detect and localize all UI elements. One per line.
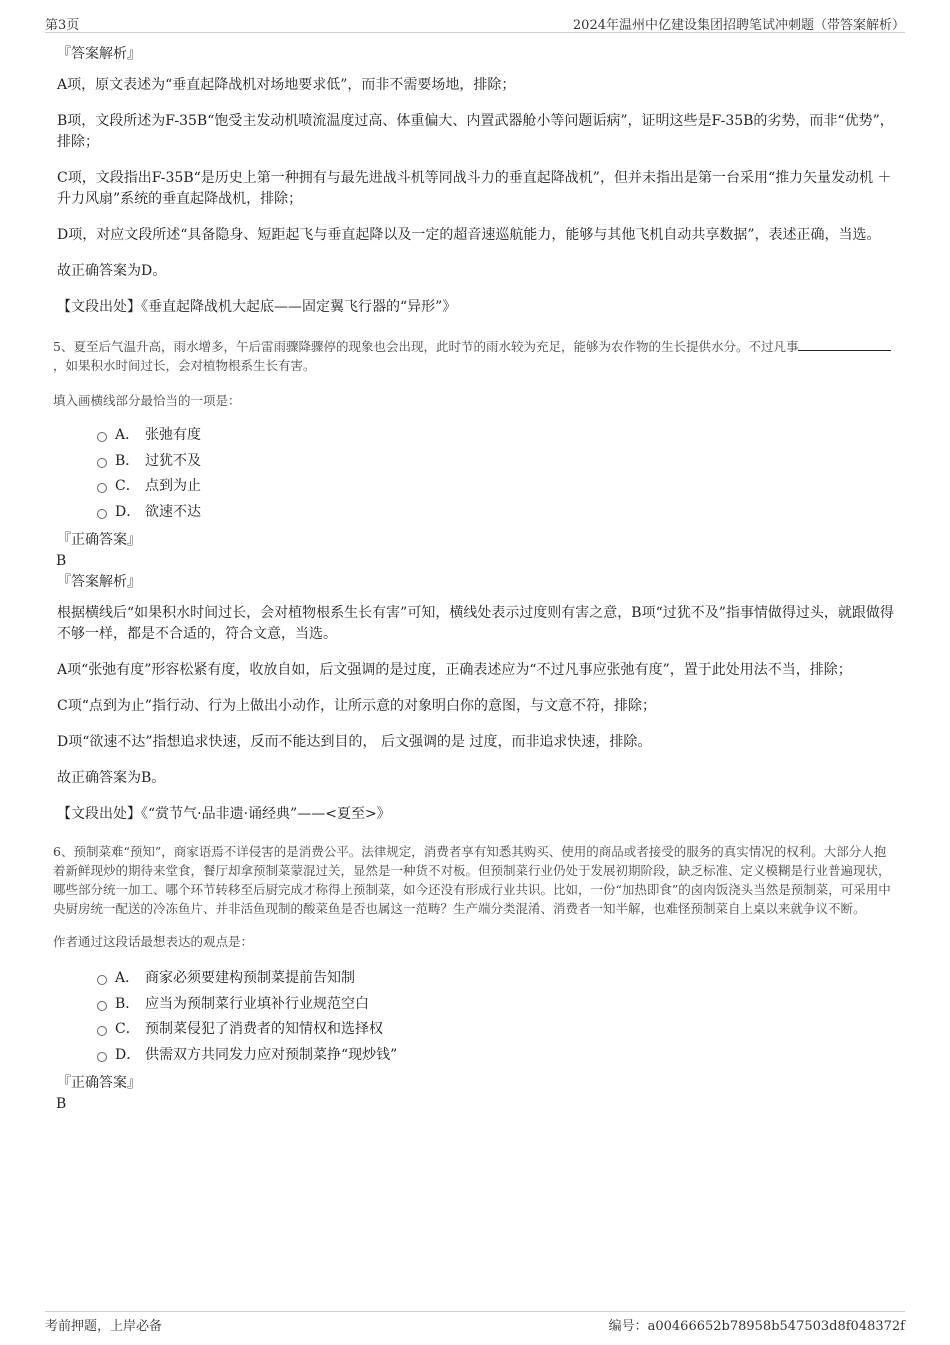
radio-button-icon[interactable] (97, 1052, 107, 1062)
analysis-paragraph: 根据横线后“如果积水时间过长，会对植物根系生长有害”可知，横线处表示过度则有害之意，B项“过犹不及”指事情做得过头，就跟做得不够一样，都是不合适的，符合文意，当选。 (57, 605, 894, 642)
question-stem: 6、预制菜难“预知”，商家语焉不详侵害的是消费公平。法律规定，消费者享有知悉其购买、使用的商品或者接受的服务的真实情况的权利。大部分人抱着新鲜现炒的期待来堂食，餐厅却拿预制菜蒙混过关，显然是一种货不对板。但预制菜行业仍处于发展初期阶段，缺乏标准、定义模糊是行业普遍现状，哪些部分统一加工、哪个环节转移至后厨完成才称得上预制菜，如今还没有形成行业共识。比如，一份“加热即食”的卤肉饭浇头当然是预制菜，可采用中央厨房统一配送的冷冻鱼片、并非活鱼现制的酸菜鱼是否也属这一范畴？生产端分类混淆、消费者一知半解，也难怪预制菜自上桌以来就争议不断。 (53, 844, 891, 916)
analysis-paragraph: D项“欲速不达”指想追求快速，反而不能达到目的， 后文强调的是 过度，而非追求快速，排除。 (57, 734, 652, 750)
page-footer (45, 1311, 905, 1334)
radio-button-icon[interactable] (97, 975, 107, 985)
correct-answer-heading: 『正确答案』 (57, 532, 141, 548)
page-number: 第3页 (45, 18, 80, 33)
document-id: 编号：a00466652b78958b547503d8f048372f (608, 1319, 905, 1334)
analysis-paragraph: D项，对应文段所述“具备隐身、短距起飞与垂直起降以及一定的超音速巡航能力，能够与其他飞机自动共享数据”，表述正确，当选。 (57, 227, 881, 243)
option-d[interactable]: D． 供需双方共同发力应对预制菜挣“现炒钱” (57, 1043, 897, 1069)
option-c[interactable]: C． 点到为止 (57, 474, 897, 500)
option-a[interactable]: A． 商家必须要建构预制菜提前告知制 (57, 966, 897, 992)
question-stem: 5、夏至后气温升高，雨水增多，午后雷雨骤降骤停的现象也会出现，此时节的雨水较为充足，能够为农作物的生长提供水分。不过凡事，如果积水时间过长，会对植物根系生长有害。 (53, 337, 897, 375)
question-prompt: 填入画横线部分最恰当的一项是： (53, 393, 241, 408)
radio-button-icon[interactable] (97, 458, 107, 468)
page-header (45, 14, 905, 33)
option-d[interactable]: D． 欲速不达 (57, 500, 897, 526)
radio-button-icon[interactable] (97, 483, 107, 493)
radio-button-icon[interactable] (97, 1001, 107, 1011)
analysis-paragraph: 故正确答案为D。 (57, 263, 167, 279)
option-b[interactable]: B． 过犹不及 (57, 449, 897, 475)
analysis-paragraph: B项，文段所述为F-35B“饱受主发动机喷流温度过高、体重偏大、内置武器舱小等问题诟病”，证明这些是F-35B的劣势，而非“优势”，排除； (57, 113, 894, 150)
radio-button-icon[interactable] (97, 509, 107, 519)
footer-slogan: 考前押题，上岸必备 (45, 1319, 163, 1334)
source-citation: 【文段出处】《垂直起降战机大起底——固定翼飞行器的“异形”》 (57, 299, 457, 315)
analysis-heading: 『答案解析』 (57, 46, 141, 62)
correct-answer-heading: 『正确答案』 (57, 1075, 141, 1091)
answer-blank (798, 338, 891, 351)
option-a[interactable]: A． 张弛有度 (57, 423, 897, 449)
analysis-paragraph: A项“张弛有度”形容松紧有度，收放自如，后文强调的是过度，正确表述应为“不过凡事应张弛有度”，置于此处用法不当，排除； (57, 662, 852, 678)
analysis-paragraph: 故正确答案为B。 (57, 770, 166, 786)
option-b[interactable]: B． 应当为预制菜行业填补行业规范空白 (57, 992, 897, 1018)
question-prompt: 作者通过这段话最想表达的观点是： (53, 934, 254, 949)
option-c[interactable]: C． 预制菜侵犯了消费者的知情权和选择权 (57, 1017, 897, 1043)
analysis-paragraph: C项“点到为止”指行动、行为上做出小动作，让所示意的对象明白你的意图，与文意不符，排除； (57, 698, 657, 714)
option-list (57, 966, 897, 1068)
analysis-heading: 『答案解析』 (57, 574, 141, 590)
analysis-paragraph: A项，原文表述为“垂直起降战机对场地要求低”，而非不需要场地，排除； (57, 77, 516, 93)
option-list (57, 423, 897, 525)
document-title: 2024年温州中亿建设集团招聘笔试冲刺题（带答案解析） (572, 18, 905, 33)
source-citation: 【文段出处】《“赏节气·品非遗·诵经典”——<夏至>》 (57, 806, 391, 822)
radio-button-icon[interactable] (97, 432, 107, 442)
correct-answer: B (56, 1096, 67, 1112)
analysis-paragraph: C项，文段指出F-35B“是历史上第一种拥有与最先进战斗机等同战斗力的垂直起降战机”，但并未指出是第一台采用“推力矢量发动机 ＋ 升力风扇”系统的垂直起降战机，排除； (57, 170, 892, 207)
correct-answer: B (56, 553, 67, 569)
document-body (53, 44, 897, 1115)
radio-button-icon[interactable] (97, 1026, 107, 1036)
